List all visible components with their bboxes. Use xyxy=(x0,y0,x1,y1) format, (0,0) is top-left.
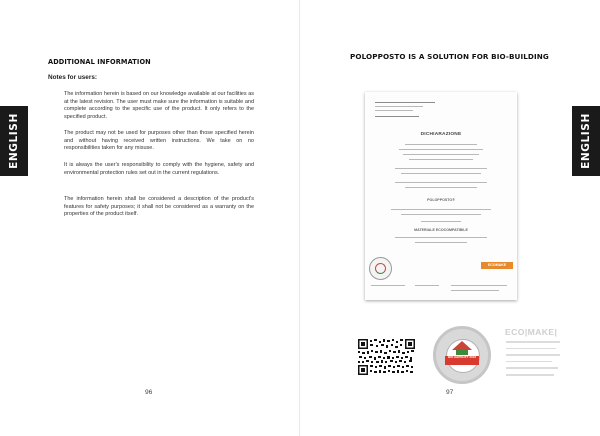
page-number: 96 xyxy=(145,389,153,396)
certificate-material: MATERIALE ECOCOMPATIBILE xyxy=(414,228,468,232)
bio-certification-seal-icon xyxy=(433,326,491,384)
section-heading: ADDITIONAL INFORMATION xyxy=(48,58,151,66)
paragraph: The information herein shall be considered a description of the product's features for safety purposes; it shall not be considered as a warranty on the properties of the product itself. xyxy=(64,196,254,218)
ecomake-logo: ECO|MAKE| xyxy=(505,327,558,337)
house-icon xyxy=(452,341,472,350)
language-tab-right xyxy=(572,106,600,176)
certificate-badge-icon xyxy=(369,257,392,280)
qr-code-icon xyxy=(357,338,416,376)
language-tab-label: ENGLISH xyxy=(580,113,593,169)
language-tab-label: ENGLISH xyxy=(8,113,21,169)
paragraph: The information herein is based on our knowledge available at our facilities as at the latest revision. The user must make sure the information is suitable and complete according to the specific use of the product. It only refers to the specified product. xyxy=(64,91,254,120)
language-tab-left xyxy=(0,106,28,176)
certificate-title: DICHIARAZIONE xyxy=(420,132,462,137)
seal-label: BIO GEPRUFT 2016 xyxy=(445,356,479,365)
section-heading: POLOPPOSTO IS A SOLUTION FOR BIO-BUILDING xyxy=(350,52,549,61)
notes-title: Notes for users: xyxy=(48,74,98,81)
paragraph: It is always the user's responsibility to comply with the hygiene, safety and environmental protection rules set out in the current regulations. xyxy=(64,162,254,176)
certificate-eco-label: ECOMAKE xyxy=(481,262,513,269)
ecomake-fine-print xyxy=(506,341,566,381)
paragraph: The product may not be used for purposes other than those specified herein and without having received written instructions. We take on no responsibilities taken for any misuse. xyxy=(64,130,254,152)
certificate-image xyxy=(365,92,517,300)
page-number: 97 xyxy=(446,389,454,396)
certificate-brand: POLOPPOSTO® xyxy=(427,198,455,202)
